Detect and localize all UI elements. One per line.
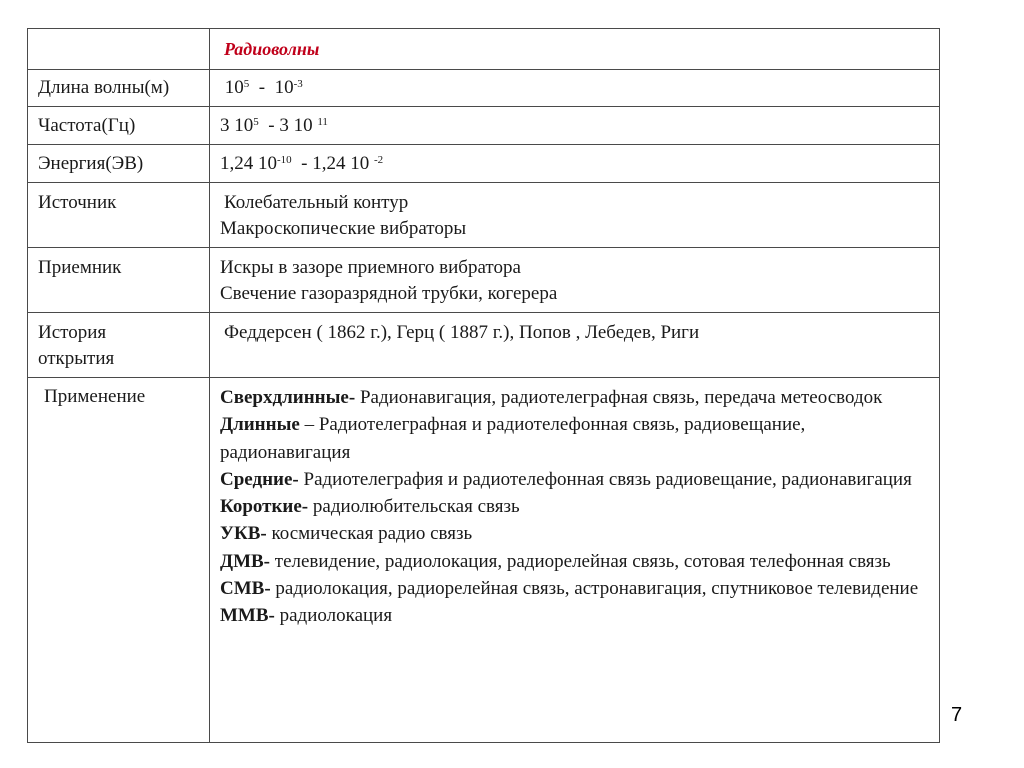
frequency-row xyxy=(28,107,940,145)
receiver-line: Искры в зазоре приемного вибратора xyxy=(220,257,521,278)
application-item: Длинные – Радиотелеграфная и радиотелефонная связь, радиовещание, радионавигация xyxy=(220,414,806,463)
title-cell xyxy=(210,29,940,70)
application-item: СМВ- радиолокация, радиорелейная связь, астронавигация, спутниковое телевидение xyxy=(220,578,919,600)
header-empty-cell xyxy=(28,29,210,70)
energy-row xyxy=(28,145,940,183)
application-label: Применение xyxy=(28,378,210,743)
application-item: ДМВ- телевидение, радиолокация, радиорелейная связь, сотовая телефонная связь xyxy=(220,550,891,572)
wavelength-label: Длина волны(м) xyxy=(28,70,210,107)
radiowaves-table xyxy=(27,28,940,743)
frequency-value: 3 $10^5 - 3$ 10 $^{11}$ xyxy=(210,107,940,145)
history-row xyxy=(28,313,940,378)
source-row xyxy=(28,183,940,248)
page-number: 7 xyxy=(951,704,963,726)
table-title: Радиоволны xyxy=(224,38,320,59)
receiver-value xyxy=(210,248,940,313)
receiver-label: Приемник xyxy=(28,248,210,313)
wavelength-value: $10^5 - 10^{-3}$ xyxy=(210,70,940,107)
source-line: Макроскопические вибраторы xyxy=(220,218,467,239)
receiver-row xyxy=(28,248,940,313)
energy-label: Энергия(ЭВ) xyxy=(28,145,210,183)
wavelength-row xyxy=(28,70,940,107)
application-row xyxy=(28,378,940,743)
receiver-line: Свечение газоразрядной трубки, когерера xyxy=(220,283,558,304)
energy-value: 1,24 $10^{-10} - 1,24$ 10 $^{-2}$ xyxy=(210,145,940,183)
application-item: Короткие- радиолюбительская связь xyxy=(220,496,520,518)
application-value xyxy=(210,378,940,743)
frequency-label: Частота(Гц) xyxy=(28,107,210,145)
source-label: Источник xyxy=(28,183,210,248)
application-item: УКВ- космическая радио связь xyxy=(220,523,473,545)
source-line: Колебательный контур xyxy=(224,192,409,213)
application-item: ММВ- радиолокация xyxy=(220,605,393,627)
application-item: Сверхдлинные- Радионавигация, радиотелеграфная связь, передача метеосводок xyxy=(220,387,883,408)
header-row xyxy=(28,29,940,70)
source-value xyxy=(210,183,940,248)
application-item: Средние- Радиотелеграфия и радиотелефонная связь радиовещание, радионавигация xyxy=(220,468,912,490)
history-label: История открытия xyxy=(28,313,210,378)
history-value: Феддерсен ( 1862 г.), Герц ( 1887 г.), Попов , Лебедев, Риги xyxy=(210,313,940,378)
